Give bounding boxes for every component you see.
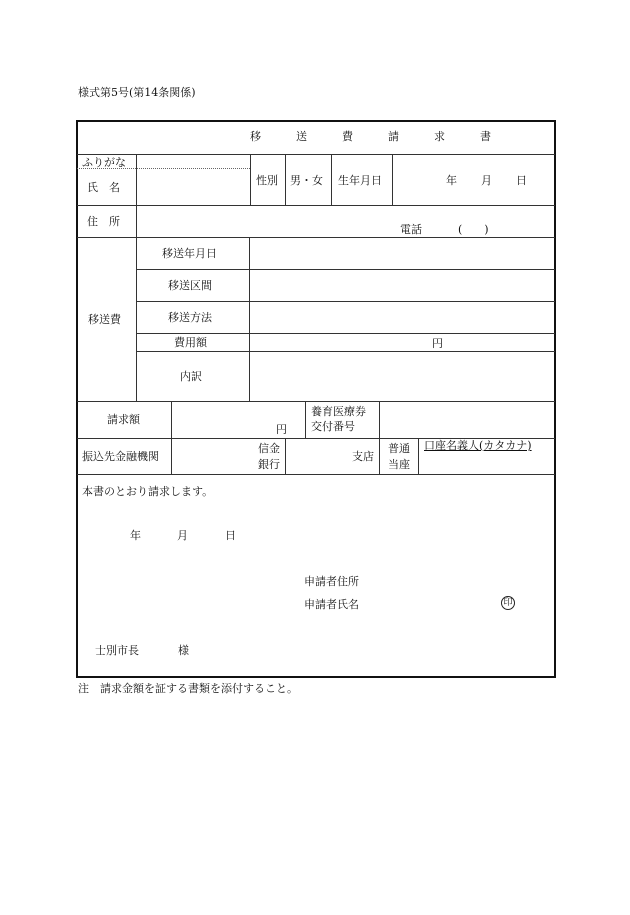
touza-label: 当座: [388, 458, 410, 471]
gender-options[interactable]: 男・女: [290, 174, 323, 187]
bank-type-label: 銀行: [258, 458, 280, 471]
form-title: 移 送 費 請 求 書: [250, 130, 503, 143]
breakdown-label: 内訳: [180, 370, 202, 383]
row-line-transport-section: [136, 301, 555, 302]
col-line-bank: [171, 439, 172, 474]
medical-ticket-label-1: 養育医療券: [311, 405, 366, 418]
form-number: 様式第5号(第14条関係): [78, 86, 196, 99]
claim-form-frame: [76, 120, 556, 678]
furigana-label: ふりがな: [82, 156, 126, 169]
claim-yen: 円: [276, 423, 287, 436]
gender-label: 性別: [256, 174, 278, 187]
applicant-name-label: 申請者氏名: [304, 598, 359, 611]
mayor-label: 士別市長: [95, 644, 139, 657]
bank-label: 振込先金融機関: [82, 450, 159, 463]
request-month: 月: [177, 529, 188, 542]
row-line-transport-date: [136, 269, 555, 270]
row-line-cost: [136, 351, 555, 352]
col-line-name: [136, 155, 137, 237]
medical-ticket-label-2: 交付番号: [311, 420, 355, 433]
col-line-transport-label: [136, 238, 137, 401]
transport-date-label: 移送年月日: [162, 247, 217, 260]
transport-section-label: 移送区間: [168, 279, 212, 292]
futsuu-label: 普通: [388, 442, 410, 455]
col-line-shinkin: [285, 439, 286, 474]
seal-mark: 印: [501, 596, 515, 610]
transport-label: 移送費: [88, 313, 121, 326]
birthdate-label: 生年月日: [338, 174, 382, 187]
col-line-ticket-start: [305, 402, 306, 438]
row-line-bank: [77, 474, 555, 475]
address-label: 住 所: [87, 215, 120, 228]
row-line-transport-method: [136, 333, 555, 334]
claim-amount-label: 請求額: [107, 413, 140, 426]
row-line-transport: [77, 401, 555, 402]
shinkin-label: 信金: [258, 442, 280, 455]
row-line-address: [77, 237, 555, 238]
phone-parens: ( ): [458, 223, 489, 236]
col-line-gender-end: [285, 155, 286, 205]
col-line-transport-values: [249, 238, 250, 401]
honorific-label: 様: [178, 644, 189, 657]
branch-label: 支店: [352, 450, 374, 463]
col-line-branch: [379, 439, 380, 474]
name-label: 氏 名: [87, 181, 120, 194]
request-day: 日: [225, 529, 236, 542]
col-line-account-type: [418, 439, 419, 474]
phone-label: 電話: [400, 223, 422, 236]
applicant-address-label: 申請者住所: [304, 575, 359, 588]
col-line-birth-end: [392, 155, 393, 205]
footer-note: 注 請求金額を証する書類を添付すること。: [78, 682, 298, 695]
cost-label: 費用額: [174, 336, 207, 349]
transport-method-label: 移送方法: [168, 311, 212, 324]
birth-month: 月: [481, 174, 492, 187]
request-text: 本書のとおり請求します。: [82, 485, 214, 498]
cost-yen: 円: [432, 337, 443, 350]
birth-year: 年: [446, 174, 457, 187]
col-line-gender-start: [250, 155, 251, 205]
row-line-title: [77, 154, 555, 155]
col-line-ticket-end: [379, 402, 380, 438]
request-year: 年: [130, 529, 141, 542]
account-holder-label: 口座名義人(カタカナ): [424, 439, 532, 452]
col-line-claim: [171, 402, 172, 438]
birth-day: 日: [516, 174, 527, 187]
col-line-birth-start: [331, 155, 332, 205]
row-line-name: [77, 205, 555, 206]
